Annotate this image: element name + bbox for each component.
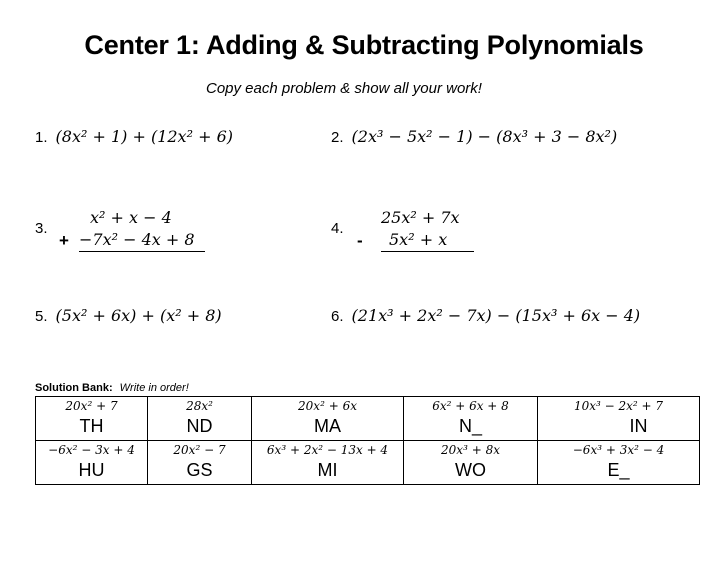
solution-expression: 20x² + 7 bbox=[65, 399, 118, 413]
solution-cell bbox=[252, 397, 404, 441]
table-row bbox=[36, 397, 700, 441]
solution-expression: 20x³ + 8x bbox=[441, 443, 500, 457]
problem-bottom-expression: −7x² − 4x + 8 bbox=[79, 230, 205, 252]
solution-code: MA bbox=[314, 416, 341, 436]
solution-cell bbox=[404, 397, 538, 441]
solution-code: ND bbox=[186, 416, 213, 436]
problem-number: 4. bbox=[331, 220, 344, 237]
problem-3 bbox=[35, 208, 235, 258]
solution-expression: 28x² bbox=[186, 399, 213, 413]
solution-expression: −6x² − 3x + 4 bbox=[48, 443, 135, 457]
solution-cell bbox=[148, 441, 252, 485]
solution-code: N_ bbox=[458, 416, 482, 436]
problem-5 bbox=[35, 306, 222, 326]
problem-number: 5. bbox=[35, 308, 48, 325]
solution-cell bbox=[36, 397, 148, 441]
solution-cell bbox=[404, 441, 538, 485]
solution-cell bbox=[538, 441, 700, 485]
solution-bank-label bbox=[35, 382, 189, 394]
solution-cell bbox=[148, 397, 252, 441]
solution-bank-table bbox=[35, 396, 700, 485]
table-row bbox=[36, 441, 700, 485]
solution-cell bbox=[252, 441, 404, 485]
solution-expression: 10x³ − 2x² + 7 bbox=[573, 399, 664, 413]
minus-operator: - bbox=[357, 231, 363, 250]
problem-1 bbox=[35, 127, 233, 147]
problem-2 bbox=[331, 127, 617, 147]
solution-code: GS bbox=[186, 460, 213, 480]
problem-number: 1. bbox=[35, 129, 48, 146]
instructions: Copy each problem & show all your work! bbox=[206, 80, 482, 97]
problem-bottom-expression: 5x² + x bbox=[381, 230, 474, 252]
solution-code: MI bbox=[317, 460, 338, 480]
problem-number: 3. bbox=[35, 220, 48, 237]
solution-expression: 6x² + 6x + 8 bbox=[432, 399, 509, 413]
solution-code: HU bbox=[78, 460, 105, 480]
problem-expression: (2x³ − 5x² − 1) − (8x³ + 3 − 8x²) bbox=[351, 127, 618, 146]
solution-cell bbox=[538, 397, 700, 441]
solution-bank-title: Solution Bank: bbox=[35, 382, 113, 394]
problem-number: 2. bbox=[331, 129, 344, 146]
plus-operator: + bbox=[59, 231, 69, 250]
solution-bank-instruction: Write in order! bbox=[119, 382, 189, 394]
solution-code: WO bbox=[455, 460, 486, 480]
solution-expression: −6x³ + 3x² − 4 bbox=[572, 443, 665, 457]
problem-expression: (8x² + 1) + (12x² + 6) bbox=[55, 127, 233, 146]
problem-number: 6. bbox=[331, 308, 344, 325]
problem-top-expression: x² + x − 4 bbox=[90, 208, 172, 227]
solution-expression: 6x³ + 2x² − 13x + 4 bbox=[266, 443, 389, 457]
problem-4 bbox=[331, 208, 491, 258]
solution-cell bbox=[36, 441, 148, 485]
solution-code: E_ bbox=[607, 460, 630, 480]
page-title: Center 1: Adding & Subtracting Polynomials bbox=[84, 30, 644, 60]
problem-expression: (21x³ + 2x² − 7x) − (15x³ + 6x − 4) bbox=[351, 306, 641, 325]
solution-expression: 20x² − 7 bbox=[173, 443, 226, 457]
problem-top-expression: 25x² + 7x bbox=[381, 208, 460, 227]
problem-expression: (5x² + 6x) + (x² + 8) bbox=[55, 306, 222, 325]
solution-code: IN bbox=[629, 416, 648, 436]
solution-expression: 20x² + 6x bbox=[298, 399, 357, 413]
solution-code: TH bbox=[79, 416, 104, 436]
problem-6 bbox=[331, 306, 640, 326]
